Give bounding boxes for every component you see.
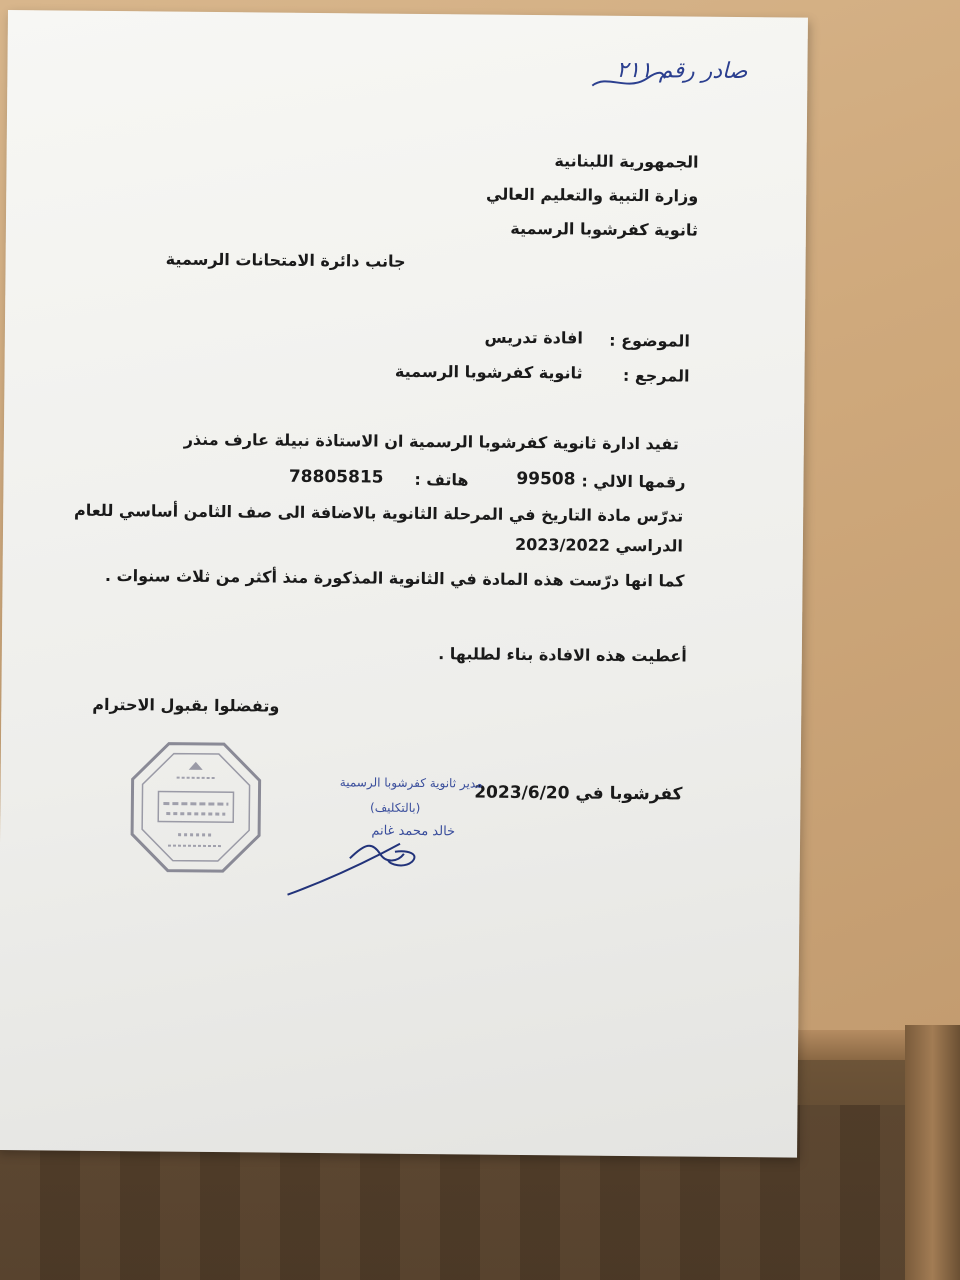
body-line-6: أعطيت هذه الافادة بناء لطلبها . <box>438 644 687 666</box>
reference-value: ثانوية كفرشوبا الرسمية <box>394 361 583 383</box>
body-line-4: الدراسي 2023/2022 <box>514 534 683 556</box>
handwritten-signature <box>279 813 450 905</box>
subject-value: افادة تدريس <box>484 327 583 348</box>
pen-underline-mark <box>587 64 667 95</box>
reference-label: المرجع : <box>622 365 690 386</box>
addressee: جانب دائرة الامتحانات الرسمية <box>165 249 406 271</box>
body-phone-number: 78805815 <box>288 466 384 488</box>
subject-label: الموضوع : <box>609 330 690 351</box>
desk-leg <box>905 1025 960 1280</box>
signatory-title: مدير ثانوية كفرشوبا الرسمية <box>339 775 483 791</box>
header-ministry: وزارة التبية والتعليم العالي <box>486 184 699 206</box>
body-line-5: كما انها درّست هذه المادة في الثانوية المذكورة منذ أكثر من ثلاث سنوات . <box>104 565 685 591</box>
body-line-1: تفيد ادارة ثانوية كفرشوبا الرسمية ان الاستاذة نبيلة عارف منذر <box>183 429 679 454</box>
signatory-note: (بالتكليف) <box>370 800 421 815</box>
body-phone-label: هاتف : <box>414 469 469 490</box>
handwritten-reference: صادر رقم ٢١١ <box>616 57 748 85</box>
body-id-number: 99508 <box>516 468 576 490</box>
body-id-label: رقمها الالي : <box>581 471 686 492</box>
closing: وتفضلوا بقبول الاحترام <box>92 694 280 716</box>
signatory-name: خالد محمد غانم <box>371 823 456 840</box>
document-page <box>0 10 808 1158</box>
header-school: ثانوية كفرشوبا الرسمية <box>510 218 699 240</box>
header-republic: الجمهورية اللبنانية <box>554 151 699 172</box>
official-stamp-seal <box>128 739 264 875</box>
body-line-3: تدرّس مادة التاريخ في المرحلة الثانوية بالاضافة الى صف الثامن أساسي للعام <box>74 500 684 526</box>
place-date: كفرشوبا في 2023/6/20 <box>474 782 683 805</box>
